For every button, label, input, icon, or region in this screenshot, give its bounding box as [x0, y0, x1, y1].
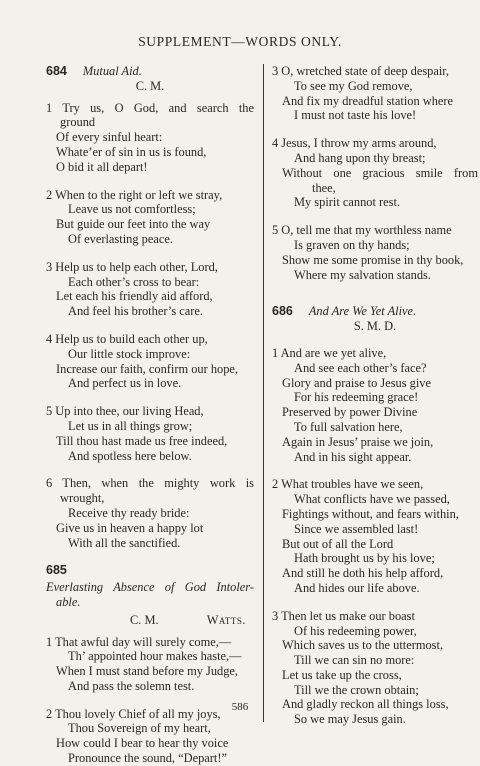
verse-line: When I must stand before my Judge,	[56, 664, 239, 679]
verse-line: And feel his brother’s care.	[68, 304, 203, 319]
verse-line: 5 O, tell me that my worthless name	[272, 223, 452, 238]
verse-line: And pass the solemn test.	[68, 678, 195, 693]
hymn-685-meter-row	[46, 613, 254, 628]
verse-line: Which saves us to the uttermost,	[282, 638, 444, 653]
verse-line: Without one gracious smile from	[282, 165, 478, 180]
verse-line: And fix my dreadful station where	[282, 93, 454, 108]
stanza-684-6	[46, 476, 254, 550]
verse-line: How could I bear to hear thy voice	[56, 736, 229, 751]
verse-line: And gladly reckon all things loss,	[282, 697, 449, 712]
verse-line: And in his sight appear.	[294, 449, 412, 464]
verse-line: Show me some promise in thy book,	[282, 252, 464, 267]
hymn-number: 684	[46, 64, 67, 78]
page-number: 586	[231, 701, 249, 713]
verse-line: Increase our faith, confirm our hope,	[56, 361, 238, 376]
right-column	[272, 64, 478, 727]
verse-line: Of his redeeming power,	[294, 623, 417, 638]
verse-line: Leave us not comfortless;	[68, 202, 196, 217]
verse-line: Give us in heaven a happy lot	[56, 520, 204, 535]
verse-line: 1 And are we yet alive,	[272, 345, 387, 360]
verse-line: So we may Jesus gain.	[294, 712, 406, 727]
stanza-685-3	[272, 64, 478, 123]
verse-line: Let each his friendly aid afford,	[56, 289, 213, 304]
left-column	[46, 64, 254, 766]
column-divider	[263, 64, 264, 722]
verse-line: thee,	[312, 180, 336, 195]
verse-line: And spotless here below.	[68, 448, 192, 463]
verse-line: Is graven on thy hands;	[294, 237, 410, 252]
verse-line: 2 Thou lovely Chief of all my joys,	[46, 706, 221, 721]
verse-line: 5 Up into thee, our living Head,	[46, 404, 204, 419]
stanza-685-2	[46, 707, 254, 766]
verse-line: Thou Sovereign of my heart,	[68, 721, 211, 736]
verse-line: Again in Jesus’ praise we join,	[282, 434, 434, 449]
verse-line: Th’ appointed hour makes haste,—	[68, 649, 242, 664]
verse-line: And perfect us in love.	[68, 376, 182, 391]
verse-line: ground	[60, 115, 96, 130]
verse-line: To see my God remove,	[294, 78, 413, 93]
verse-line: O bid it all depart!	[56, 159, 148, 174]
verse-line: And hides our life above.	[294, 580, 420, 595]
verse-line: 4 Jesus, I throw my arms around,	[272, 136, 437, 151]
hymn-number: 686	[272, 304, 293, 319]
verse-line: 2 When to the right or left we stray,	[46, 187, 223, 202]
verse-line: For his redeeming grace!	[294, 390, 419, 405]
verse-line: Of every sinful heart:	[56, 130, 163, 145]
hymn-meter: C. M.	[135, 78, 165, 93]
verse-line: 6 Then, when the mighty work is	[46, 476, 254, 491]
verse-line: And see each other’s face?	[294, 360, 427, 375]
stanza-685-5	[272, 223, 478, 282]
verse-line: Pronounce the sound, “Depart!”	[68, 751, 227, 766]
verse-line: 4 Help us to build each other up,	[46, 331, 208, 346]
verse-line: Where my salvation stands.	[294, 267, 431, 282]
stanza-684-3	[46, 260, 254, 319]
hymn-685-heading	[46, 563, 254, 578]
verse-line: And hang upon thy breast;	[294, 150, 426, 165]
verse-line: Our little stock improve:	[68, 346, 191, 361]
hymn-number: 685	[46, 563, 67, 578]
hymn-title-line: able.	[56, 594, 81, 609]
verse-line: What conflicts have we passed,	[294, 492, 450, 507]
verse-line: Of everlasting peace.	[68, 231, 173, 246]
verse-line: But guide our feet into the way	[56, 217, 211, 232]
verse-line: 3 Help us to help each other, Lord,	[46, 259, 218, 274]
hymn-title: Mutual Aid.	[82, 64, 142, 78]
stanza-684-4	[46, 332, 254, 391]
verse-line: 1 That awful day will surely come,—	[46, 634, 232, 649]
verse-line: Hath brought us by his love;	[294, 551, 435, 566]
verse-line: Till thou hast made us free indeed,	[56, 433, 228, 448]
verse-line: Till we the crown obtain;	[294, 682, 419, 697]
verse-line: Let us in all things grow;	[68, 418, 193, 433]
verse-line: Preserved by power Divine	[282, 405, 418, 420]
verse-line: 1 Try us, O God, and search the	[46, 100, 254, 115]
stanza-684-1	[46, 101, 254, 175]
verse-line: To full salvation here,	[294, 419, 403, 434]
verse-line: Receive thy ready bride:	[68, 505, 190, 520]
verse-line: Till we can sin no more:	[294, 653, 415, 668]
hymn-meter: S. M. D.	[353, 319, 397, 334]
verse-line: Glory and praise to Jesus give	[282, 375, 432, 390]
hymn-title-line: Everlasting Absence of God Intoler-	[46, 580, 254, 595]
stanza-684-5	[46, 404, 254, 463]
stanza-686-2	[272, 477, 478, 595]
verse-line: Since we assembled last!	[294, 521, 419, 536]
stanza-685-4	[272, 136, 478, 210]
verse-line: Let us take up the cross,	[282, 667, 402, 682]
verse-line: And still he doth his help afford,	[282, 566, 444, 581]
hymn-684-heading	[46, 64, 254, 79]
verse-line: Whate’er of sin in us is found,	[56, 144, 207, 159]
verse-line: My spirit cannot rest.	[294, 195, 400, 210]
hymn-685-title	[46, 580, 254, 610]
verse-line: 2 What troubles have we seen,	[272, 477, 424, 492]
hymn-author: Watts.	[206, 612, 246, 627]
verse-line: I must not taste his love!	[294, 108, 417, 123]
verse-line: With all the sanctified.	[68, 535, 181, 550]
verse-line: But out of all the Lord	[282, 536, 394, 551]
hymn-meter: C. M.	[130, 612, 159, 627]
hymn-686-heading	[272, 304, 478, 319]
running-header: SUPPLEMENT—WORDS ONLY.	[138, 34, 342, 49]
stanza-684-2	[46, 188, 254, 247]
verse-line: wrought,	[60, 491, 105, 506]
stanza-685-1	[46, 635, 254, 694]
verse-line: Each other’s cross to bear:	[68, 274, 200, 289]
verse-line: 3 Then let us make our boast	[272, 608, 415, 623]
verse-line: Fightings without, and fears within,	[282, 506, 459, 521]
hymn-title: And Are We Yet Alive.	[308, 304, 417, 319]
verse-line: 3 O, wretched state of deep despair,	[272, 64, 450, 78]
stanza-686-1	[272, 346, 478, 464]
